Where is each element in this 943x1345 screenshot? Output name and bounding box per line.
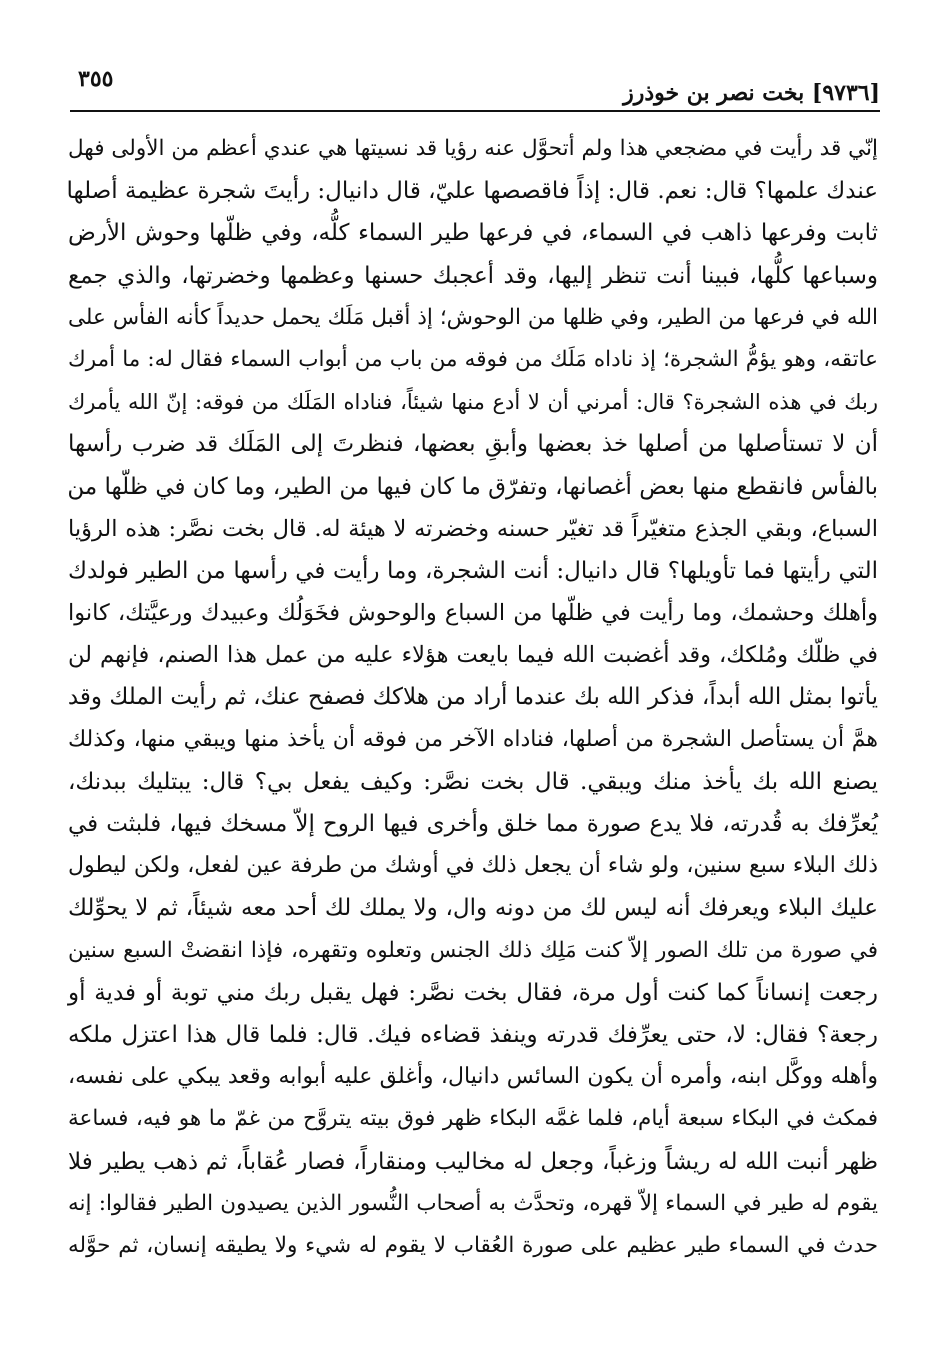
text-line: ظهر أنبت الله له ريشاً وزغباً، وجعل له مخاليب ومنقاراً، فصار عُقاباً، ثم ذهب يطير فلا [68,1148,878,1175]
text-line: رجعت إنساناً كما كنت أول مرة، فقال بخت نصَّر: فهل يقبل ربك مني توبة أو فدية أو [68,979,878,1006]
text-line: يصنع الله بك يأخذ منك ويبقي. قال بخت نصَّر: وكيف يفعل بي؟ قال: يبتليك ببدنك، [68,768,878,795]
text-line: عاتقه، وهو يؤمُّ الشجرة؛ إذ ناداه مَلَك من فوقه من باب من أبواب السماء فقال له: ما أمرك [68,346,878,372]
running-title: [٩٧٣٦] بخت نصر بن خوذرز [623,80,880,106]
text-line: عندك علمها؟ قال: نعم. قال: إذاً فاقصصها عليّ، قال دانيال: رأيتَ شجرة عظيمة أصلها [66,178,878,205]
text-line: فمكث في البكاء سبعة أيام، فلما غمَّه البكاء ظهر فوق بيته يتروَّح من غمّ ما هو فيه، فساعة [68,1106,878,1132]
text-line: ذلك البلاء سبع سنين، ولو شاء أن يجعل ذلك في أوشك من طرفة عين لفعل، ولكن ليطول [68,853,878,879]
text-line: الله في فرعها من الطير، وفي ظلها من الوحوش؛ إذ أقبل مَلَك يحمل حديداً كأنه الفأس على [68,304,878,330]
page-number: ٣٥٥ [78,66,114,92]
text-line: رجعة؟ فقال: لا، حتى يعرِّفك قدرته وينفذ قضاءه فيك. قال: فلما قال هذا اعتزل ملكه [68,1021,878,1048]
text-line: إنّي قد رأيت في مضجعي هذا ولم أتحوَّل عنه رؤيا قد نسيتها هي عندي أعظم من الأولى فهل [68,136,878,161]
header-rule [70,110,880,112]
text-line: ثابت وفرعها ذاهب في السماء، في فرعها طير السماء كلُّه، وفي ظلّها وحوش الأرض [68,220,878,247]
text-line: وأهله ووكَّل ابنه، وأمره أن يكون السائس دانيال، وأغلق عليه أبوابه وقعد يبكي على نفسه، [68,1064,878,1090]
text-line: أن لا تستأصلها من أصلها خذ بعضها وأبقِ بعضها، فنظرتَ إلى المَلَك قد ضرب رأسها [68,431,878,458]
text-line: عليك البلاء ويعرفك أنه ليس لك من دونه وال، ولا يملك لك أحد معه شيئاً، ثم لا يحوِّلك [68,895,878,922]
text-line: وسباعها كلُّها، فبينا أنت تنظر إليها، وقد أعجبك حسنها وعظمها وخضرتها، والذي جمع [68,262,878,289]
text-line: في ظلّك ومُلكك، وقد أغضبت الله فيما بايعت هؤلاء عليه من عمل هذا الصنم، فإنهم لن [68,642,878,669]
text-line: يُعرِّفك به قُدرته، فلا يدع صورة مما خلق وأخرى فيها الروح إلاّ مسخك فيها، فلبثت في [68,811,878,837]
text-line: بالفأس فانقطع منها بعض أغصانها، وتفرّق ما كان فيها من الطير، وما كان في ظلّها من [67,473,878,500]
text-line: السباع، وبقي الجذع متغيّراً قد تغيّر حسنه وخضرته لا هيئة له. قال بخت نصَّر: هذه الرؤيا [68,515,878,542]
text-line: همَّ أن يستأصل الشجرة من أصلها، فناداه الآخر من فوقه أن يأخذ منها ويبقي منها، وكذلك [68,726,879,752]
text-line: وأهلك وحشمك، وما رأيت في ظلّها من السباع والوحوش فخَوَلُك وعبيدك ورعيَّتك، كانوا [68,600,878,627]
text-line: يأتوا بمثل الله أبداً، فذكر الله بك عندما أراد من هلاكك فصفح عنك، ثم رأيت الملك وقد [67,684,878,711]
page-header [70,64,880,104]
text-line: ربك في هذه الشجرة؟ قال: أمرني أن لا أدع منها شيئاً، فناداه المَلَك من فوقه: إنّ الله يأمرك [68,390,878,415]
text-line: التي رأيتها فما تأويلها؟ قال دانيال: أنت الشجرة، وما رأيت في رأسها من الطير فولدك [68,557,878,584]
text-line: في صورة من تلك الصور إلاّ كنت مَلِك ذلك الجنس وتعلوه وتقهره، فإذا انقضتْ السبع سنين [68,937,878,963]
text-line: حدث في السماء طير عظيم على صورة العُقاب لا يقوم له شيء ولا يطيقه إنسان، ثم حوَّله [68,1232,878,1258]
text-line: يقوم له طير في السماء إلاّ قهره، وتحدَّث به أصحاب النُّسور الذين يصيدون الطير فقالوا: إنه [68,1190,878,1216]
body-text [68,128,878,1267]
